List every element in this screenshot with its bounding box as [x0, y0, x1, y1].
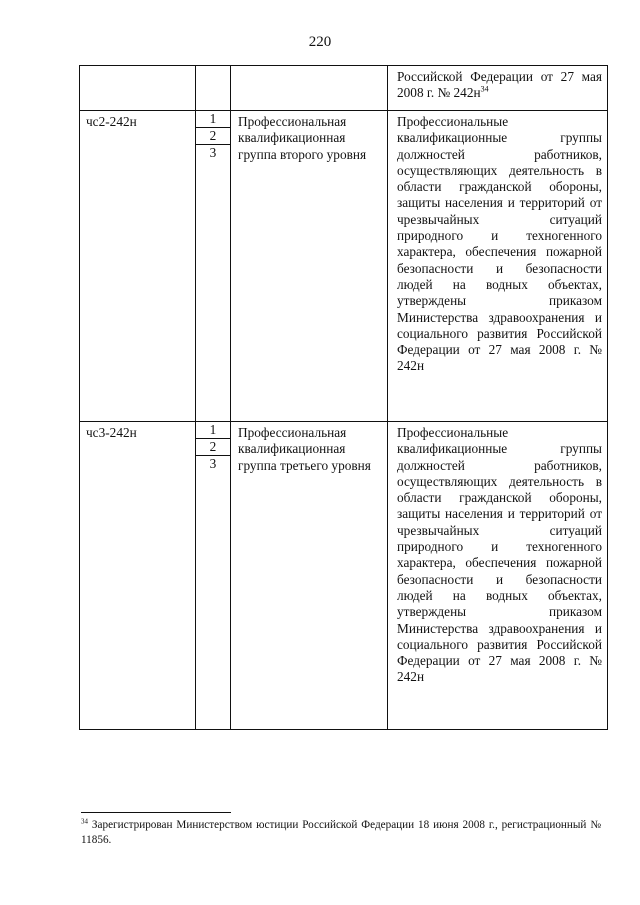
group-cell: Профессиональная квалификационная группа третьего уровня	[231, 422, 388, 730]
levels-cell-empty	[196, 66, 231, 111]
qualification-level: 3	[209, 456, 217, 471]
description-text: Российской Федерации от 27 мая 2008 г. № 242н	[397, 69, 602, 101]
code-cell: чс3-242н	[80, 422, 196, 730]
footnote-divider	[81, 812, 231, 813]
qualification-level: 2	[196, 439, 230, 456]
page-number: 220	[308, 34, 332, 50]
footnote-reference: 34	[480, 84, 489, 94]
group-cell-empty	[231, 66, 388, 111]
code-cell-empty	[80, 66, 196, 111]
footnote-number: 34	[81, 817, 88, 826]
table-row	[80, 422, 608, 730]
footnote	[81, 818, 601, 848]
levels-cell	[196, 111, 231, 422]
description-cell-continued	[388, 66, 608, 111]
description-cell: Профессиональные квалификационные группы должностей работников, осуществляющих деятельность в области гражданской обороны, защиты населения и территорий от чрезвычайных ситуаций природного и техногенного характера, обеспечения пожарной безопасности и безопасности людей на водных объектах, утверждены приказом Министерства здравоохранения и социального развития Российской Федерации от 27 мая 2008 г. № 242н	[388, 111, 608, 422]
qualification-groups-table	[79, 65, 608, 730]
code-cell: чс2-242н	[80, 111, 196, 422]
qualification-level: 2	[196, 128, 230, 145]
description-cell: Профессиональные квалификационные группы должностей работников, осуществляющих деятельность в области гражданской обороны, защиты населения и территорий от чрезвычайных ситуаций природного и техногенного характера, обеспечения пожарной безопасности и безопасности людей на водных объектах, утверждены приказом Министерства здравоохранения и социального развития Российской Федерации от 27 мая 2008 г. № 242н	[388, 422, 608, 730]
table-row	[80, 111, 608, 422]
levels-cell	[196, 422, 231, 730]
qualification-level: 3	[209, 145, 217, 160]
qualification-level: 1	[196, 111, 230, 128]
qualification-level: 1	[196, 422, 230, 439]
table-row	[80, 66, 608, 111]
group-cell: Профессиональная квалификационная группа второго уровня	[231, 111, 388, 422]
footnote-text: Зарегистрирован Министерством юстиции Российской Федерации 18 июня 2008 г., регистрационный № 11856.	[81, 819, 602, 846]
